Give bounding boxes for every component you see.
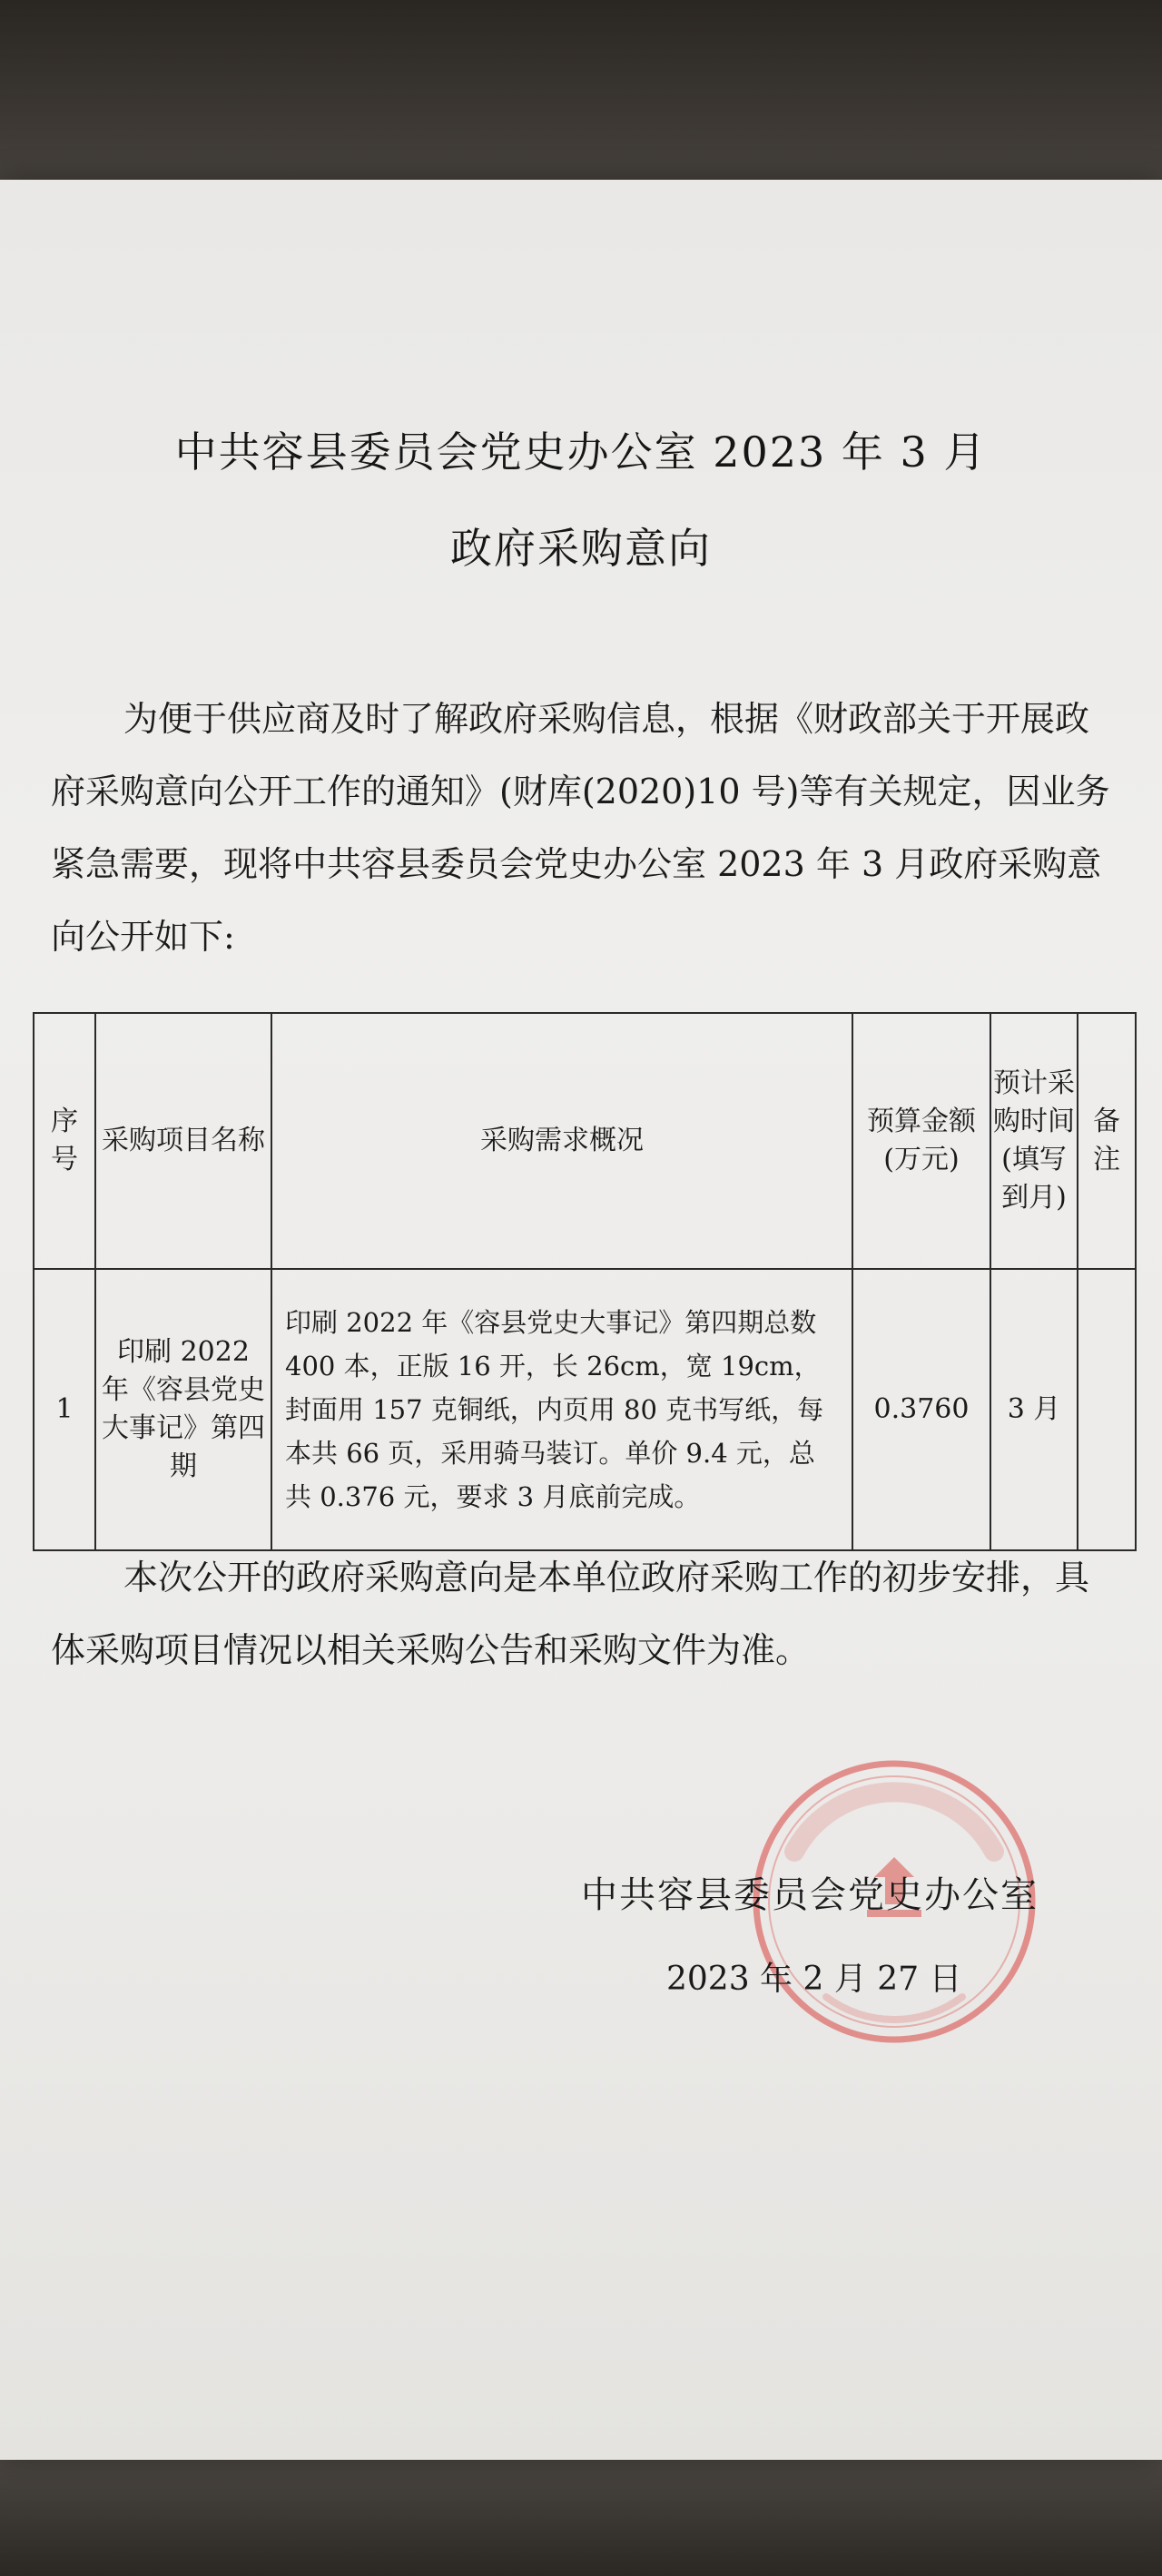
background-bottom: [0, 2451, 1162, 2576]
procurement-table: [33, 1012, 1137, 1551]
cell-name: 印刷 2022 年《容县党史大事记》第四期: [95, 1269, 271, 1550]
background-top: [0, 0, 1162, 209]
signing-date: 2023 年 2 月 27 日: [666, 1961, 962, 1998]
cell-desc: 印刷 2022 年《容县党史大事记》第四期总数 400 本，正版 16 开，长 26cm，宽 19cm，封面用 157 克铜纸，内页用 80 克书写纸，每本共 66 页，采用骑马装订。单价 9.4 元，总共 0.376 元，要求 3 月底前完成。: [271, 1269, 852, 1550]
document-title-line1: 中共容县委员会党史办公室 2023 年 3 月: [174, 428, 988, 477]
cell-time: 3 月: [990, 1269, 1078, 1550]
signer-name: 中共容县委员会党史办公室: [581, 1874, 1039, 1916]
header-seq: 序号: [34, 1013, 95, 1269]
cell-remark: [1078, 1269, 1136, 1550]
header-budget: 预算金额(万元): [852, 1013, 990, 1269]
cell-seq: 1: [34, 1269, 95, 1550]
table-row: [34, 1269, 1136, 1550]
header-name: 采购项目名称: [95, 1013, 271, 1269]
intro-paragraph: 为便于供应商及时了解政府采购信息，根据《财政部关于开展政府采购意向公开工作的通知》(财库(2020)10 号)等有关规定，因业务紧急需要，现将中共容县委员会党史办公室 2023 年 3 月政府采购意向公开如下:: [51, 699, 1110, 957]
header-time: 预计采购时间(填写到月): [990, 1013, 1078, 1269]
header-remark: 备注: [1078, 1013, 1136, 1269]
cell-budget: 0.3760: [852, 1269, 990, 1550]
closing-paragraph: 本次公开的政府采购意向是本单位政府采购工作的初步安排，具体采购项目情况以相关采购公告和采购文件为准。: [51, 1558, 1090, 1670]
document-title-line2: 政府采购意向: [450, 524, 712, 573]
header-desc: 采购需求概况: [271, 1013, 852, 1269]
table-header-row: [34, 1013, 1136, 1269]
